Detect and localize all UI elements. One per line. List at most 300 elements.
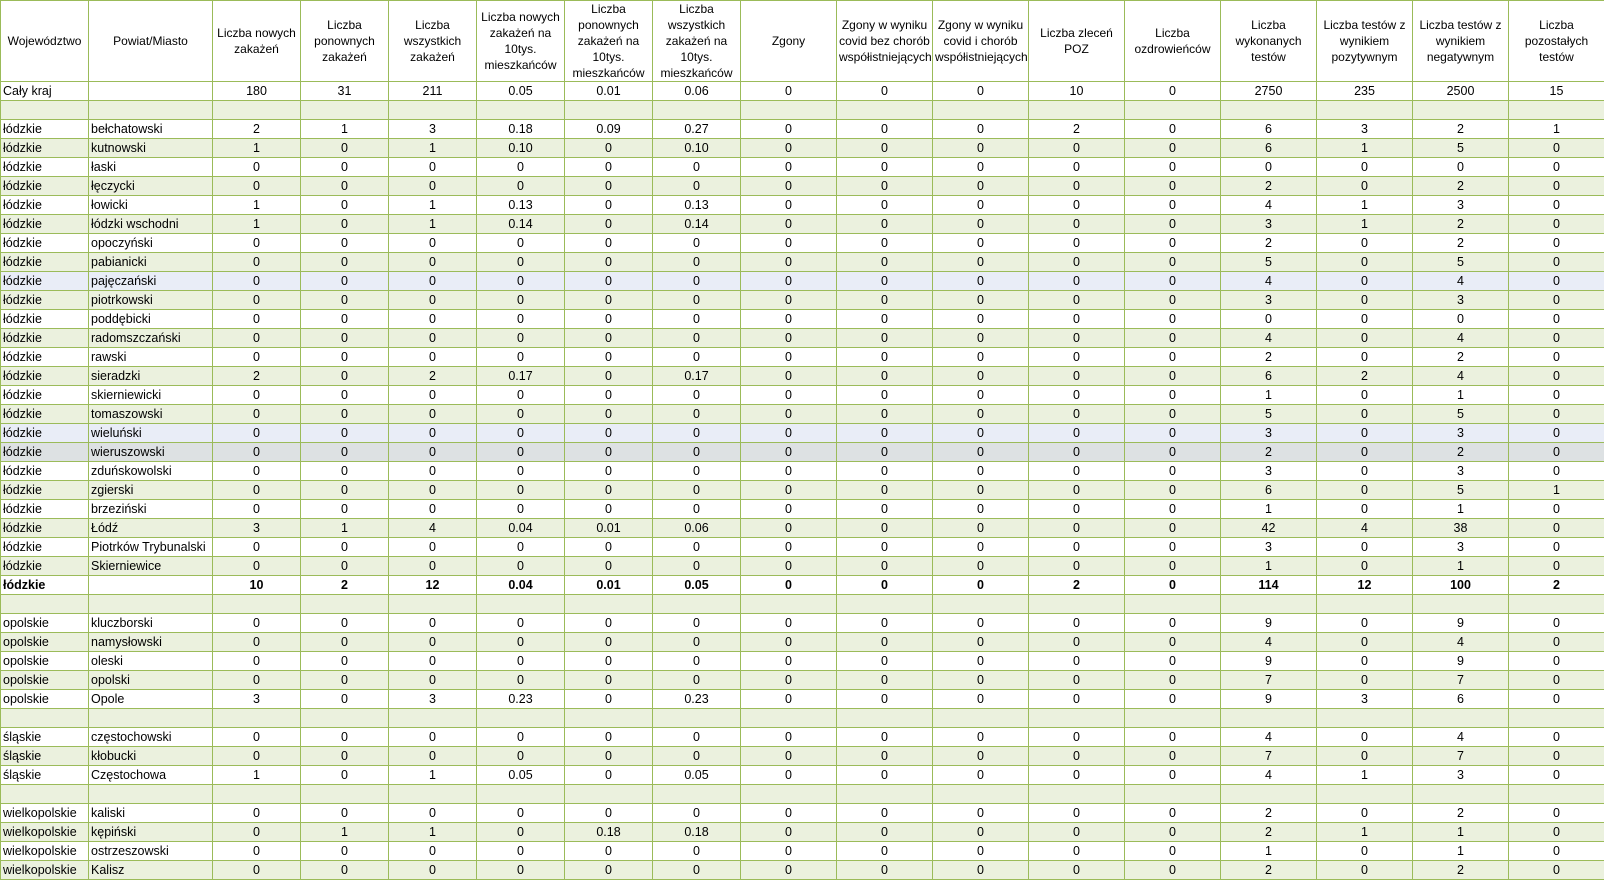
- table-cell[interactable]: 0: [565, 405, 653, 424]
- table-cell[interactable]: 3: [1413, 196, 1509, 215]
- cell-wojewodztwo[interactable]: łódzkie: [1, 310, 89, 329]
- table-cell[interactable]: 0: [1125, 386, 1221, 405]
- table-cell[interactable]: 0: [565, 728, 653, 747]
- table-cell[interactable]: 0: [1125, 842, 1221, 861]
- table-cell[interactable]: 0: [741, 671, 837, 690]
- table-cell[interactable]: 0: [1317, 272, 1413, 291]
- table-cell[interactable]: 1: [1413, 557, 1509, 576]
- table-cell[interactable]: 1: [301, 823, 389, 842]
- table-cell[interactable]: 0.01: [565, 519, 653, 538]
- table-cell[interactable]: 0: [213, 291, 301, 310]
- cell-powiat[interactable]: [89, 595, 213, 614]
- table-cell[interactable]: [933, 709, 1029, 728]
- cell-powiat[interactable]: rawski: [89, 348, 213, 367]
- table-cell[interactable]: 6: [1221, 367, 1317, 386]
- table-cell[interactable]: 0: [837, 766, 933, 785]
- cell-powiat[interactable]: Kalisz: [89, 861, 213, 880]
- table-cell[interactable]: 0: [565, 177, 653, 196]
- table-cell[interactable]: 0: [653, 671, 741, 690]
- table-cell[interactable]: 0: [565, 443, 653, 462]
- table-cell[interactable]: 0.23: [477, 690, 565, 709]
- table-cell[interactable]: 0: [1125, 367, 1221, 386]
- table-cell[interactable]: 0: [1029, 310, 1125, 329]
- table-cell[interactable]: 0: [741, 614, 837, 633]
- table-cell[interactable]: 0: [653, 861, 741, 880]
- table-cell[interactable]: 0: [653, 234, 741, 253]
- table-cell[interactable]: 42: [1221, 519, 1317, 538]
- table-cell[interactable]: 0: [565, 766, 653, 785]
- table-cell[interactable]: 0: [741, 158, 837, 177]
- table-cell[interactable]: 5: [1413, 405, 1509, 424]
- table-cell[interactable]: 5: [1413, 139, 1509, 158]
- table-cell[interactable]: 4: [1221, 196, 1317, 215]
- table-cell[interactable]: 0: [213, 386, 301, 405]
- table-cell[interactable]: 1: [1221, 386, 1317, 405]
- cell-powiat[interactable]: Opole: [89, 690, 213, 709]
- table-cell[interactable]: 31: [301, 82, 389, 101]
- table-cell[interactable]: 0: [1029, 329, 1125, 348]
- table-cell[interactable]: [565, 101, 653, 120]
- table-cell[interactable]: [837, 595, 933, 614]
- table-cell[interactable]: 0: [213, 728, 301, 747]
- table-cell[interactable]: [1509, 595, 1604, 614]
- table-cell[interactable]: 0: [837, 557, 933, 576]
- table-cell[interactable]: 0: [1029, 234, 1125, 253]
- column-header[interactable]: Liczba ponownych zakażeń: [301, 1, 389, 82]
- table-cell[interactable]: 0.05: [653, 576, 741, 595]
- table-cell[interactable]: [1413, 785, 1509, 804]
- table-cell[interactable]: 0: [213, 481, 301, 500]
- table-cell[interactable]: 0: [933, 690, 1029, 709]
- table-cell[interactable]: 0: [301, 139, 389, 158]
- table-cell[interactable]: 0: [837, 329, 933, 348]
- table-cell[interactable]: 2: [213, 120, 301, 139]
- cell-powiat[interactable]: [89, 785, 213, 804]
- table-cell[interactable]: 2750: [1221, 82, 1317, 101]
- table-cell[interactable]: 0: [837, 424, 933, 443]
- column-header[interactable]: Liczba wszystkich zakażeń na 10tys. mieszkańców: [653, 1, 741, 82]
- column-header[interactable]: Powiat/Miasto: [89, 1, 213, 82]
- table-cell[interactable]: 0: [301, 500, 389, 519]
- table-cell[interactable]: 3: [1413, 462, 1509, 481]
- table-cell[interactable]: 0: [1317, 443, 1413, 462]
- table-cell[interactable]: 0: [1509, 272, 1604, 291]
- table-cell[interactable]: 0: [741, 348, 837, 367]
- table-cell[interactable]: 0: [837, 234, 933, 253]
- cell-powiat[interactable]: pabianicki: [89, 253, 213, 272]
- table-cell[interactable]: 0: [837, 386, 933, 405]
- table-cell[interactable]: 0: [213, 823, 301, 842]
- table-cell[interactable]: 0: [213, 234, 301, 253]
- table-cell[interactable]: 0: [1029, 519, 1125, 538]
- cell-wojewodztwo[interactable]: opolskie: [1, 614, 89, 633]
- table-cell[interactable]: 0: [389, 747, 477, 766]
- table-cell[interactable]: 0: [1125, 747, 1221, 766]
- cell-wojewodztwo[interactable]: śląskie: [1, 728, 89, 747]
- table-cell[interactable]: [565, 785, 653, 804]
- table-cell[interactable]: 0: [1029, 614, 1125, 633]
- table-cell[interactable]: 2: [1413, 234, 1509, 253]
- table-cell[interactable]: 0: [301, 177, 389, 196]
- table-cell[interactable]: 0: [477, 823, 565, 842]
- table-cell[interactable]: 0: [213, 538, 301, 557]
- table-cell[interactable]: 0: [741, 443, 837, 462]
- table-cell[interactable]: 0: [1317, 177, 1413, 196]
- table-cell[interactable]: 4: [1413, 633, 1509, 652]
- table-cell[interactable]: 0: [933, 633, 1029, 652]
- table-cell[interactable]: 0: [1413, 158, 1509, 177]
- column-header[interactable]: Liczba nowych zakażeń: [213, 1, 301, 82]
- table-cell[interactable]: [741, 101, 837, 120]
- table-cell[interactable]: 2: [1029, 576, 1125, 595]
- table-cell[interactable]: 0: [565, 329, 653, 348]
- table-cell[interactable]: 0: [1509, 196, 1604, 215]
- cell-wojewodztwo[interactable]: wielkopolskie: [1, 861, 89, 880]
- table-cell[interactable]: 0: [1509, 329, 1604, 348]
- table-cell[interactable]: 0: [933, 291, 1029, 310]
- table-cell[interactable]: 2: [1413, 804, 1509, 823]
- table-cell[interactable]: 0: [389, 633, 477, 652]
- table-cell[interactable]: 12: [1317, 576, 1413, 595]
- table-cell[interactable]: [389, 595, 477, 614]
- table-cell[interactable]: 0: [213, 443, 301, 462]
- table-cell[interactable]: 0: [933, 804, 1029, 823]
- table-cell[interactable]: 0: [565, 557, 653, 576]
- table-cell[interactable]: [477, 785, 565, 804]
- table-cell[interactable]: 0: [477, 310, 565, 329]
- table-cell[interactable]: 0: [837, 405, 933, 424]
- cell-powiat[interactable]: [89, 576, 213, 595]
- table-cell[interactable]: 3: [1317, 120, 1413, 139]
- table-cell[interactable]: 0: [653, 443, 741, 462]
- cell-wojewodztwo[interactable]: łódzkie: [1, 367, 89, 386]
- table-cell[interactable]: 1: [1413, 842, 1509, 861]
- table-cell[interactable]: 4: [1413, 728, 1509, 747]
- table-cell[interactable]: 0: [1317, 538, 1413, 557]
- table-cell[interactable]: 0: [477, 842, 565, 861]
- cell-powiat[interactable]: brzeziński: [89, 500, 213, 519]
- cell-powiat[interactable]: oleski: [89, 652, 213, 671]
- table-cell[interactable]: 0: [1029, 424, 1125, 443]
- table-cell[interactable]: 0: [1125, 253, 1221, 272]
- table-cell[interactable]: 3: [1317, 690, 1413, 709]
- cell-wojewodztwo[interactable]: opolskie: [1, 671, 89, 690]
- table-cell[interactable]: 0: [933, 614, 1029, 633]
- table-cell[interactable]: 0: [1317, 424, 1413, 443]
- table-cell[interactable]: 0: [653, 405, 741, 424]
- table-cell[interactable]: 0: [301, 424, 389, 443]
- table-cell[interactable]: [741, 595, 837, 614]
- table-cell[interactable]: [1125, 101, 1221, 120]
- table-cell[interactable]: 0: [1125, 310, 1221, 329]
- table-cell[interactable]: 3: [213, 519, 301, 538]
- table-cell[interactable]: 5: [1221, 405, 1317, 424]
- table-cell[interactable]: [837, 709, 933, 728]
- table-cell[interactable]: 9: [1413, 652, 1509, 671]
- table-cell[interactable]: 0: [477, 500, 565, 519]
- table-cell[interactable]: 1: [1221, 557, 1317, 576]
- table-cell[interactable]: 1: [1509, 120, 1604, 139]
- cell-powiat[interactable]: częstochowski: [89, 728, 213, 747]
- table-cell[interactable]: 0: [213, 310, 301, 329]
- cell-wojewodztwo[interactable]: łódzkie: [1, 139, 89, 158]
- table-cell[interactable]: 0: [1125, 405, 1221, 424]
- cell-powiat[interactable]: kłobucki: [89, 747, 213, 766]
- table-cell[interactable]: 0: [741, 538, 837, 557]
- table-cell[interactable]: 0: [301, 690, 389, 709]
- table-cell[interactable]: 0: [837, 120, 933, 139]
- table-cell[interactable]: 0: [1029, 690, 1125, 709]
- table-cell[interactable]: [933, 101, 1029, 120]
- table-cell[interactable]: [653, 709, 741, 728]
- table-cell[interactable]: 0: [477, 177, 565, 196]
- cell-wojewodztwo[interactable]: opolskie: [1, 652, 89, 671]
- table-cell[interactable]: 0: [301, 747, 389, 766]
- table-cell[interactable]: 0: [653, 158, 741, 177]
- table-cell[interactable]: 0: [741, 823, 837, 842]
- table-cell[interactable]: 0: [477, 671, 565, 690]
- table-cell[interactable]: 0: [565, 652, 653, 671]
- table-cell[interactable]: 0: [837, 538, 933, 557]
- table-cell[interactable]: 0: [1509, 842, 1604, 861]
- cell-powiat[interactable]: łęczycki: [89, 177, 213, 196]
- table-cell[interactable]: 0: [741, 272, 837, 291]
- table-cell[interactable]: 0: [301, 310, 389, 329]
- table-cell[interactable]: 0: [837, 310, 933, 329]
- cell-wojewodztwo[interactable]: [1, 595, 89, 614]
- table-cell[interactable]: 0.01: [565, 576, 653, 595]
- table-cell[interactable]: 0: [653, 253, 741, 272]
- cell-wojewodztwo[interactable]: łódzkie: [1, 234, 89, 253]
- table-cell[interactable]: 2: [1029, 120, 1125, 139]
- cell-wojewodztwo[interactable]: łódzkie: [1, 329, 89, 348]
- table-cell[interactable]: 0: [213, 557, 301, 576]
- table-cell[interactable]: 0.05: [477, 82, 565, 101]
- table-cell[interactable]: 0: [1125, 120, 1221, 139]
- table-cell[interactable]: 0: [1125, 177, 1221, 196]
- table-cell[interactable]: 0: [389, 177, 477, 196]
- table-cell[interactable]: 4: [1413, 367, 1509, 386]
- table-cell[interactable]: 0: [1029, 481, 1125, 500]
- table-cell[interactable]: 1: [1317, 196, 1413, 215]
- table-cell[interactable]: [213, 785, 301, 804]
- table-cell[interactable]: 0: [653, 747, 741, 766]
- table-cell[interactable]: 1: [389, 196, 477, 215]
- table-cell[interactable]: 3: [1413, 424, 1509, 443]
- table-cell[interactable]: 10: [1029, 82, 1125, 101]
- table-cell[interactable]: 0: [477, 424, 565, 443]
- table-cell[interactable]: 0: [933, 348, 1029, 367]
- table-cell[interactable]: 0: [477, 728, 565, 747]
- table-cell[interactable]: 0: [837, 842, 933, 861]
- table-cell[interactable]: 0: [1509, 823, 1604, 842]
- table-cell[interactable]: 0: [301, 405, 389, 424]
- table-cell[interactable]: 0: [741, 139, 837, 158]
- table-cell[interactable]: 1: [213, 196, 301, 215]
- table-cell[interactable]: 0: [477, 614, 565, 633]
- table-cell[interactable]: 3: [1413, 766, 1509, 785]
- table-cell[interactable]: 0: [933, 82, 1029, 101]
- table-cell[interactable]: 2: [1221, 443, 1317, 462]
- table-cell[interactable]: 0: [837, 728, 933, 747]
- table-cell[interactable]: 0: [1125, 329, 1221, 348]
- cell-wojewodztwo[interactable]: śląskie: [1, 766, 89, 785]
- table-cell[interactable]: 3: [1413, 538, 1509, 557]
- table-cell[interactable]: 0: [477, 158, 565, 177]
- table-cell[interactable]: 0: [1509, 728, 1604, 747]
- table-cell[interactable]: 0: [933, 576, 1029, 595]
- table-cell[interactable]: 7: [1221, 747, 1317, 766]
- table-cell[interactable]: 0: [1317, 348, 1413, 367]
- table-cell[interactable]: 0: [1317, 405, 1413, 424]
- table-cell[interactable]: 4: [1413, 272, 1509, 291]
- table-cell[interactable]: [389, 101, 477, 120]
- table-cell[interactable]: 0: [1221, 310, 1317, 329]
- table-cell[interactable]: [389, 709, 477, 728]
- table-cell[interactable]: [653, 101, 741, 120]
- table-cell[interactable]: [653, 595, 741, 614]
- table-cell[interactable]: 0: [741, 557, 837, 576]
- cell-powiat[interactable]: łódzki wschodni: [89, 215, 213, 234]
- table-cell[interactable]: 0: [1125, 139, 1221, 158]
- cell-powiat[interactable]: Skierniewice: [89, 557, 213, 576]
- table-cell[interactable]: 1: [301, 120, 389, 139]
- table-cell[interactable]: [1221, 101, 1317, 120]
- table-cell[interactable]: 0: [1509, 557, 1604, 576]
- table-cell[interactable]: 0: [389, 614, 477, 633]
- table-cell[interactable]: 0: [565, 196, 653, 215]
- table-cell[interactable]: 0: [1125, 804, 1221, 823]
- table-cell[interactable]: 0: [741, 652, 837, 671]
- table-cell[interactable]: 0: [837, 614, 933, 633]
- table-cell[interactable]: 0: [1029, 177, 1125, 196]
- table-cell[interactable]: 7: [1221, 671, 1317, 690]
- table-cell[interactable]: 0: [389, 462, 477, 481]
- table-cell[interactable]: 0: [1029, 158, 1125, 177]
- table-cell[interactable]: 0: [1125, 728, 1221, 747]
- table-cell[interactable]: 0: [301, 329, 389, 348]
- table-cell[interactable]: 0: [933, 386, 1029, 405]
- table-cell[interactable]: [1509, 709, 1604, 728]
- table-cell[interactable]: 0: [389, 234, 477, 253]
- cell-wojewodztwo[interactable]: łódzkie: [1, 519, 89, 538]
- table-cell[interactable]: 0: [1509, 671, 1604, 690]
- table-cell[interactable]: 0: [1125, 538, 1221, 557]
- table-cell[interactable]: 0.18: [653, 823, 741, 842]
- table-cell[interactable]: 0: [653, 633, 741, 652]
- column-header[interactable]: Liczba wykonanych testów: [1221, 1, 1317, 82]
- table-cell[interactable]: 0: [301, 367, 389, 386]
- table-cell[interactable]: [301, 101, 389, 120]
- table-cell[interactable]: 0.23: [653, 690, 741, 709]
- table-cell[interactable]: 0: [301, 462, 389, 481]
- table-cell[interactable]: 9: [1221, 652, 1317, 671]
- table-cell[interactable]: 0: [837, 576, 933, 595]
- table-cell[interactable]: 0: [389, 538, 477, 557]
- table-cell[interactable]: 0: [653, 329, 741, 348]
- table-cell[interactable]: 0: [213, 405, 301, 424]
- table-cell[interactable]: 0: [741, 234, 837, 253]
- column-header[interactable]: Zgony: [741, 1, 837, 82]
- table-cell[interactable]: 0: [837, 861, 933, 880]
- table-cell[interactable]: 0: [1509, 386, 1604, 405]
- table-cell[interactable]: 0: [741, 405, 837, 424]
- table-cell[interactable]: 0: [1317, 652, 1413, 671]
- table-cell[interactable]: 0: [1509, 348, 1604, 367]
- table-cell[interactable]: 0: [933, 557, 1029, 576]
- cell-wojewodztwo[interactable]: opolskie: [1, 690, 89, 709]
- table-cell[interactable]: [1509, 785, 1604, 804]
- table-cell[interactable]: 0: [933, 234, 1029, 253]
- table-cell[interactable]: [565, 595, 653, 614]
- table-cell[interactable]: 114: [1221, 576, 1317, 595]
- table-cell[interactable]: 0: [565, 861, 653, 880]
- table-cell[interactable]: 0: [565, 386, 653, 405]
- table-cell[interactable]: 2: [1413, 348, 1509, 367]
- cell-wojewodztwo[interactable]: łódzkie: [1, 462, 89, 481]
- table-cell[interactable]: 0.06: [653, 519, 741, 538]
- table-cell[interactable]: 0: [933, 519, 1029, 538]
- table-cell[interactable]: 0: [389, 291, 477, 310]
- cell-wojewodztwo[interactable]: wielkopolskie: [1, 823, 89, 842]
- table-cell[interactable]: 0: [1509, 234, 1604, 253]
- table-cell[interactable]: 0: [1125, 462, 1221, 481]
- table-cell[interactable]: 3: [389, 120, 477, 139]
- cell-powiat[interactable]: wieruszowski: [89, 443, 213, 462]
- table-cell[interactable]: 0: [565, 158, 653, 177]
- table-cell[interactable]: 0: [301, 671, 389, 690]
- table-cell[interactable]: [741, 709, 837, 728]
- cell-wojewodztwo[interactable]: łódzkie: [1, 386, 89, 405]
- table-cell[interactable]: 0: [1125, 614, 1221, 633]
- table-cell[interactable]: 0: [933, 215, 1029, 234]
- cell-wojewodztwo[interactable]: łódzkie: [1, 481, 89, 500]
- table-cell[interactable]: 0: [741, 842, 837, 861]
- table-cell[interactable]: 0: [1029, 272, 1125, 291]
- table-cell[interactable]: 2: [1221, 804, 1317, 823]
- cell-powiat[interactable]: wieluński: [89, 424, 213, 443]
- table-cell[interactable]: 9: [1221, 614, 1317, 633]
- table-cell[interactable]: 0: [477, 538, 565, 557]
- column-header[interactable]: Liczba pozostałych testów: [1509, 1, 1604, 82]
- table-cell[interactable]: 0: [1029, 196, 1125, 215]
- table-cell[interactable]: 0: [1029, 348, 1125, 367]
- table-cell[interactable]: 0: [933, 747, 1029, 766]
- table-cell[interactable]: 0: [565, 842, 653, 861]
- cell-powiat[interactable]: pajęczański: [89, 272, 213, 291]
- table-cell[interactable]: 0: [1509, 538, 1604, 557]
- column-header[interactable]: Liczba zleceń POZ: [1029, 1, 1125, 82]
- table-cell[interactable]: 1: [1317, 766, 1413, 785]
- column-header[interactable]: Liczba testów z wynikiem pozytywnym: [1317, 1, 1413, 82]
- table-cell[interactable]: 100: [1413, 576, 1509, 595]
- table-cell[interactable]: 1: [1413, 823, 1509, 842]
- cell-powiat[interactable]: poddębicki: [89, 310, 213, 329]
- table-cell[interactable]: 0: [389, 348, 477, 367]
- table-cell[interactable]: 0: [653, 272, 741, 291]
- table-cell[interactable]: 0.18: [565, 823, 653, 842]
- table-cell[interactable]: 0: [301, 386, 389, 405]
- table-cell[interactable]: 0: [741, 196, 837, 215]
- table-cell[interactable]: 0.17: [653, 367, 741, 386]
- table-cell[interactable]: 0: [213, 500, 301, 519]
- table-cell[interactable]: 0: [653, 538, 741, 557]
- table-cell[interactable]: [477, 101, 565, 120]
- table-cell[interactable]: 0: [933, 158, 1029, 177]
- table-cell[interactable]: 0: [301, 766, 389, 785]
- table-cell[interactable]: 0: [1509, 766, 1604, 785]
- table-cell[interactable]: 0: [933, 329, 1029, 348]
